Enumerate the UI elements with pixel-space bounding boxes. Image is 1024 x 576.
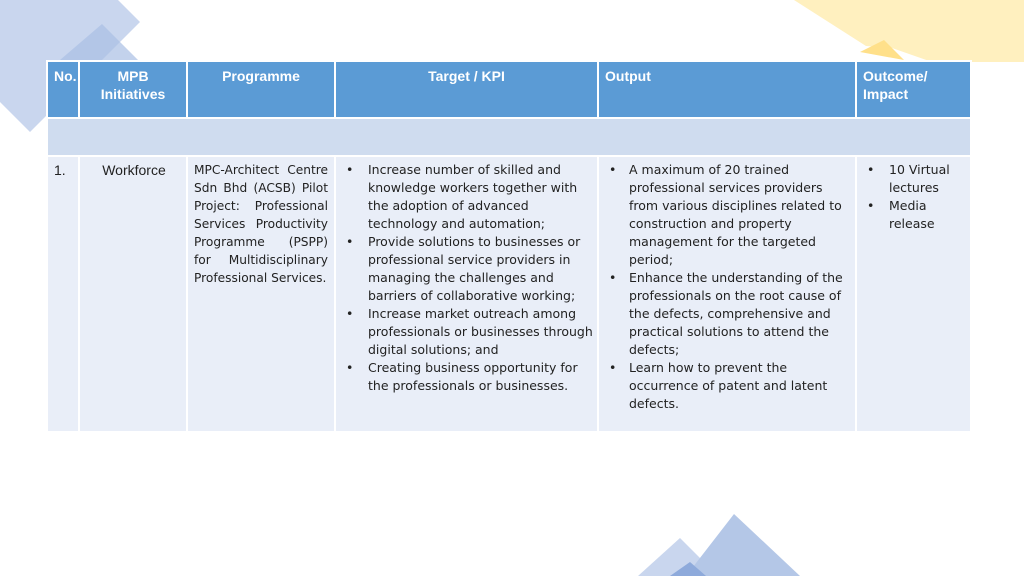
header-no: No. <box>47 61 79 118</box>
list-item: • 10 Virtual lectures <box>863 161 966 197</box>
list-item: • Increase number of skilled and knowledge workers together with the adoption of advanced technology and automation; <box>342 161 593 233</box>
table-row <box>47 156 971 432</box>
row-no: 1. <box>47 156 79 432</box>
outcome-list <box>863 161 966 233</box>
header-target: Target / KPI <box>335 61 598 118</box>
header-output: Output <box>598 61 856 118</box>
list-item: • Enhance the understanding of the professionals on the root cause of the defects, comprehensive and practical solutions to attend the defects; <box>605 269 851 359</box>
row-outcome <box>856 156 971 432</box>
list-item: • Creating business opportunity for the professionals or businesses. <box>342 359 593 395</box>
row-target <box>335 156 598 432</box>
row-initiative: Workforce <box>79 156 187 432</box>
decor-bottom <box>630 510 810 576</box>
target-list <box>342 161 593 395</box>
header-outcome: Outcome/ Impact <box>856 61 971 118</box>
list-item: • Increase market outreach among professionals or businesses through digital solutions; and <box>342 305 593 359</box>
band-cell <box>47 118 971 156</box>
output-list <box>605 161 851 413</box>
list-item: • Provide solutions to businesses or professional service providers in managing the challenges and barriers of collaborative working; <box>342 233 593 305</box>
initiatives-table <box>46 60 972 433</box>
band-row <box>47 118 971 156</box>
table-header-row <box>47 61 971 118</box>
row-programme: MPC-Architect Centre Sdn Bhd (ACSB) Pilot Project: Professional Services Productivity Programme (PSPP) for Multidisciplinary Professional Services. <box>187 156 335 432</box>
list-item: • A maximum of 20 trained professional services providers from various disciplines related to construction and property management for the targeted period; <box>605 161 851 269</box>
header-initiatives: MPB Initiatives <box>79 61 187 118</box>
row-output <box>598 156 856 432</box>
header-programme: Programme <box>187 61 335 118</box>
list-item: • Learn how to prevent the occurrence of patent and latent defects. <box>605 359 851 413</box>
list-item: • Media release <box>863 197 966 233</box>
